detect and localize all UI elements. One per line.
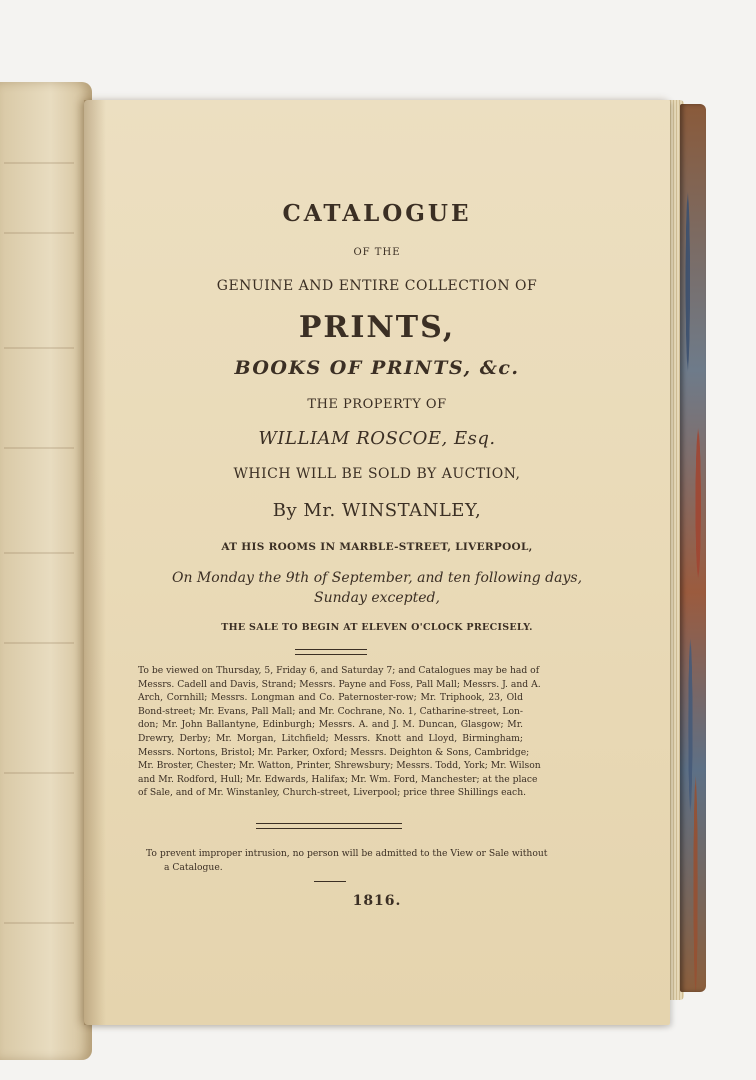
auction-line: WHICH WILL BE SOLD BY AUCTION, [233, 466, 521, 482]
viewing-line: of Sale, and of Mr. Winstanley, Church-street, Liverpool; price three Shillings each. [138, 787, 527, 799]
sale-date-line-2: Sunday excepted, [314, 590, 440, 606]
show-through-line [4, 162, 74, 164]
double-rule [256, 823, 402, 829]
viewing-line: Drewry, Derby; Mr. Morgan, Litchfield; Messrs. Knott and Lloyd, Birmingham; [138, 732, 523, 744]
marbled-cover-board [680, 104, 706, 992]
viewing-line: Messrs. Nortons, Bristol; Mr. Parker, Oxford; Messrs. Deighton & Sons, Cambridge; [138, 746, 530, 758]
owner-name: WILLIAM ROSCOE, Esq. [258, 428, 496, 449]
books-of-prints-line: BOOKS OF PRINTS, &c. [234, 357, 520, 379]
show-through-line [4, 922, 74, 924]
viewing-line: Arch, Cornhill; Messrs. Longman and Co. Paternoster-row; Mr. Triphook, 23, Old [138, 692, 523, 704]
title-page [84, 100, 670, 1025]
show-through-line [4, 232, 74, 234]
page-gutter-shadow [84, 100, 106, 1025]
viewing-line: Mr. Broster, Chester; Mr. Watton, Printer, Shrewsbury; Messrs. Todd, York; Mr. Wilson [138, 760, 541, 772]
catalogue-heading: CATALOGUE [282, 200, 472, 227]
viewing-line: Messrs. Cadell and Davis, Strand; Messrs. Payne and Foss, Pall Mall; Messrs. J. and A. [138, 678, 541, 690]
collection-line: GENUINE AND ENTIRE COLLECTION OF [216, 278, 538, 294]
notice-line: To prevent improper intrusion, no person will be admitted to the View or Sale without [146, 848, 548, 859]
show-through-line [4, 772, 74, 774]
prints-heading: PRINTS, [298, 310, 456, 345]
show-through-line [4, 642, 74, 644]
show-through-line [4, 347, 74, 349]
show-through-line [4, 447, 74, 449]
viewing-paragraph [138, 664, 541, 800]
viewing-line: Bond-street; Mr. Evans, Pall Mall; and Mr. Cochrane, No. 1, Catharine-street, Lon- [138, 705, 523, 717]
publication-year: 1816. [352, 893, 402, 909]
admission-notice [146, 847, 548, 875]
sale-time-line: THE SALE TO BEGIN AT ELEVEN O'CLOCK PRECISELY. [221, 622, 533, 633]
of-the-line: OF THE [353, 247, 401, 258]
auctioneer-line: By Mr. WINSTANLEY, [272, 500, 482, 521]
rooms-address-line: AT HIS ROOMS IN MARBLE-STREET, LIVERPOOL, [221, 541, 533, 553]
left-page-edge [0, 82, 92, 1060]
double-rule [295, 649, 367, 655]
property-of-line: THE PROPERTY OF [307, 397, 447, 412]
viewing-line: To be viewed on Thursday, 5, Friday 6, and Saturday 7; and Catalogues may be had of [138, 665, 540, 676]
show-through-line [4, 552, 74, 554]
viewing-line: and Mr. Rodford, Hull; Mr. Edwards, Halifax; Mr. Wm. Ford, Manchester; at the place [138, 773, 538, 785]
notice-line: a Catalogue. [164, 862, 223, 873]
short-rule [314, 881, 346, 882]
viewing-line: don; Mr. John Ballantyne, Edinburgh; Messrs. A. and J. M. Duncan, Glasgow; Mr. [138, 719, 523, 731]
sale-date-line: On Monday the 9th of September, and ten following days, [171, 570, 583, 586]
